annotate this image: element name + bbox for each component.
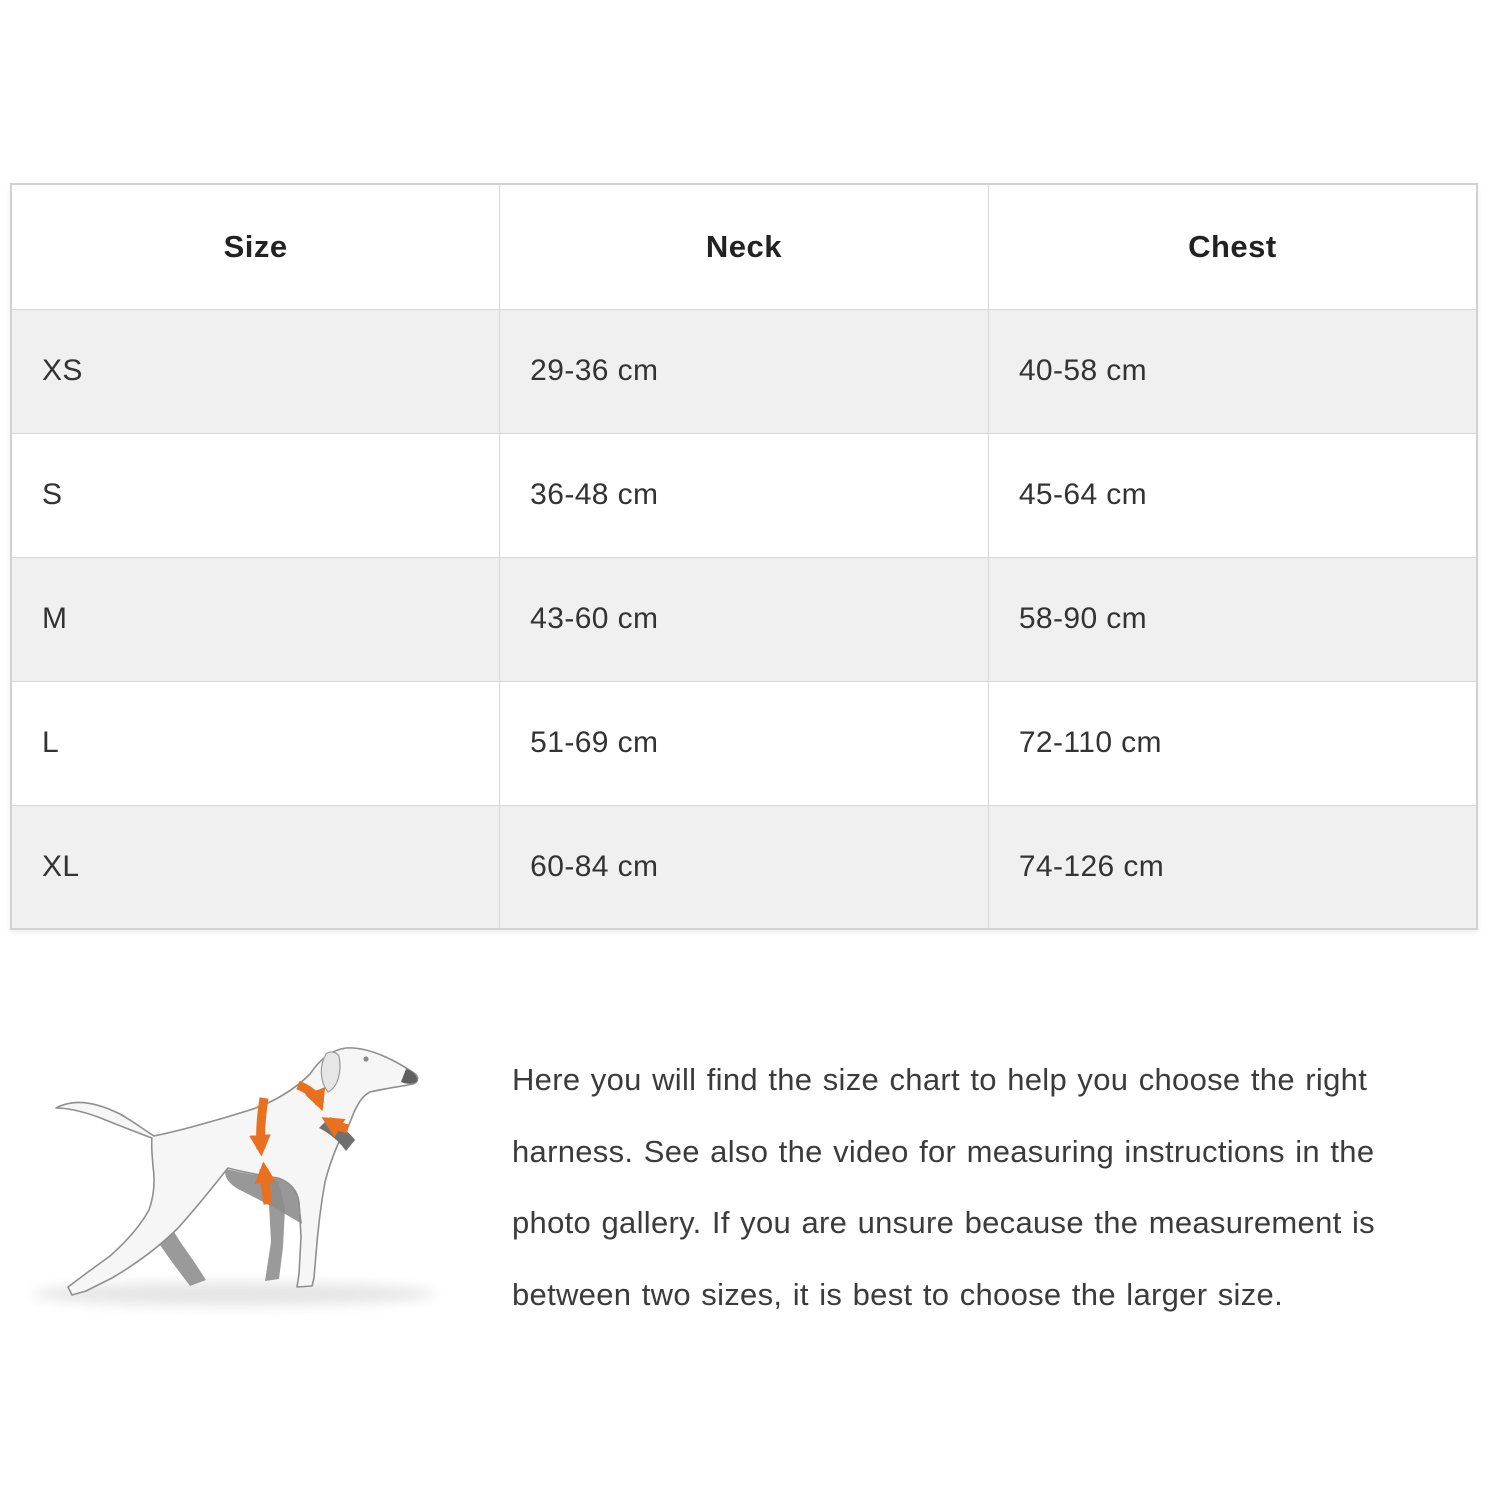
description-line-2: harness. See also the video for measuring instructions in the (512, 1133, 1375, 1169)
table-row-l (11, 681, 1477, 805)
header-size: Size (11, 184, 500, 309)
size-chart-header (11, 184, 1477, 309)
size-chart-body (11, 309, 1477, 929)
cell-size: XL (11, 805, 500, 929)
header-row (11, 184, 1477, 309)
table-row-xs (11, 309, 1477, 433)
table-row-s (11, 433, 1477, 557)
cell-neck: 29-36 cm (500, 309, 989, 433)
cell-chest: 45-64 cm (988, 433, 1477, 557)
description-line-1: Here you will find the size chart to help you choose the right (512, 1062, 1368, 1097)
cell-neck: 60-84 cm (500, 805, 989, 929)
cell-size: XS (11, 309, 500, 433)
cell-chest: 74-126 cm (988, 805, 1477, 929)
header-neck: Neck (500, 184, 989, 309)
chest-arrow-up-icon (264, 1169, 268, 1204)
cell-chest: 58-90 cm (988, 557, 1477, 681)
description-line-4: between two sizes, it is best to choose the larger size. (512, 1276, 1284, 1312)
header-chest: Chest (988, 184, 1477, 309)
dog-eye (363, 1056, 368, 1061)
cell-neck: 36-48 cm (500, 433, 989, 557)
description-line-3: photo gallery. If you are unsure because the measurement is (512, 1205, 1375, 1240)
table-row-m (11, 557, 1477, 681)
cell-size: S (11, 433, 500, 557)
cell-chest: 40-58 cm (988, 309, 1477, 433)
dog-measurement-illustration-icon (22, 1032, 482, 1352)
chest-arrow-down-icon (261, 1098, 264, 1149)
size-chart-table (10, 183, 1478, 930)
cell-neck: 51-69 cm (500, 681, 989, 805)
cell-size: M (11, 557, 500, 681)
cell-size: L (11, 681, 500, 805)
table-row-xl (11, 805, 1477, 929)
cell-chest: 72-110 cm (988, 681, 1477, 805)
size-guide-description (512, 1044, 1462, 1330)
cell-neck: 43-60 cm (500, 557, 989, 681)
